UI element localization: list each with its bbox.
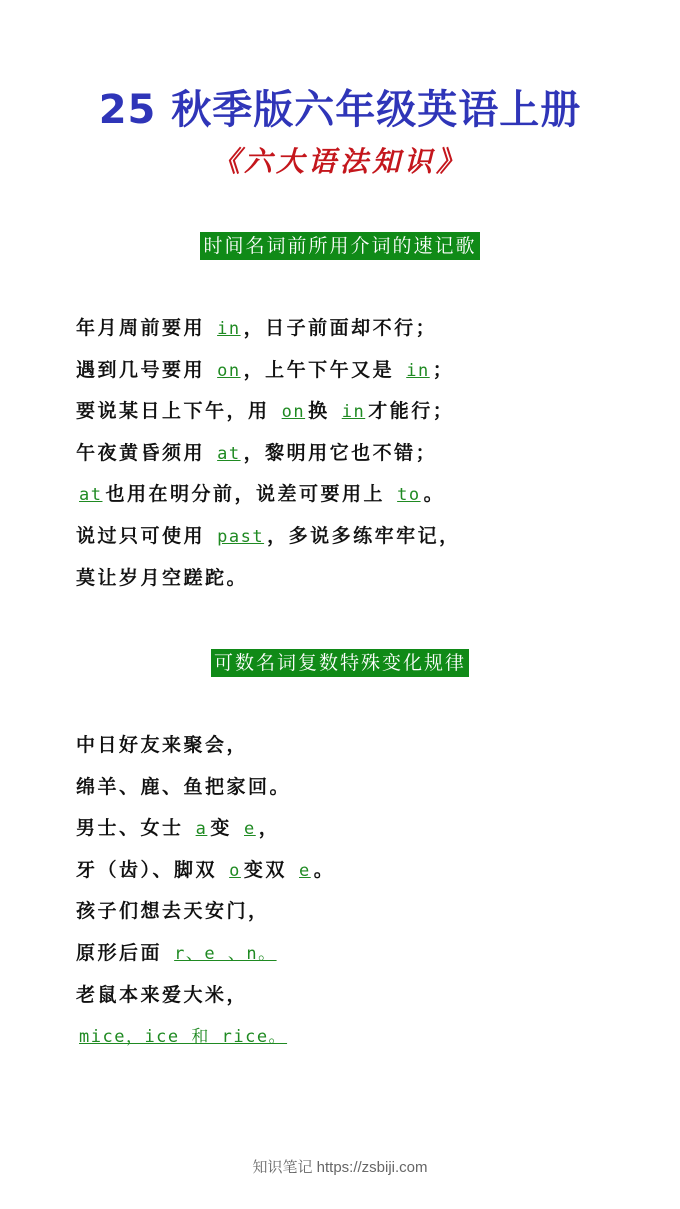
keyword-highlight: at xyxy=(217,443,241,464)
keyword-highlight: e xyxy=(244,819,256,840)
keyword-highlight: mice，ice 和 rice。 xyxy=(79,1027,288,1048)
section-heading-label: 时间名词前所用介词的速记歌 xyxy=(200,232,479,260)
page-title: 25 秋季版六年级英语上册 xyxy=(98,87,582,133)
rhyme-line xyxy=(76,438,636,480)
line-text: 遇到几号要用 xyxy=(76,358,215,381)
keyword-highlight: in xyxy=(406,360,430,381)
keyword-highlight: r、e 、n。 xyxy=(174,943,277,964)
rhyme-line xyxy=(76,396,636,438)
page-subtitle: 《六大语法知识》 xyxy=(211,145,468,178)
keyword-highlight: at xyxy=(79,485,103,506)
line-text: 孩子们想去天安门， xyxy=(76,900,270,923)
footer-watermark: 知识笔记 https://zsbiji.com xyxy=(252,1159,428,1176)
keyword-highlight: o xyxy=(229,860,241,881)
line-text: 要说某日上下午，用 xyxy=(76,400,279,423)
line-text: 才能行； xyxy=(368,400,455,423)
line-text: 。 xyxy=(423,483,446,506)
keyword-highlight: to xyxy=(397,485,421,506)
line-text: 午夜黄昏须用 xyxy=(76,441,215,464)
section-heading-plurals xyxy=(0,649,680,677)
plurals-rhyme xyxy=(76,730,636,1063)
rhyme-line xyxy=(76,980,636,1022)
rhyme-line xyxy=(76,521,636,563)
line-text: 说过只可使用 xyxy=(76,524,215,547)
rhyme-line xyxy=(76,563,636,605)
rhyme-line xyxy=(76,479,636,521)
line-text: 变 xyxy=(210,817,241,840)
keyword-highlight: past xyxy=(217,526,265,547)
line-text: ，多说多练牢牢记， xyxy=(267,524,461,547)
rhyme-line xyxy=(76,938,636,980)
line-text: 换 xyxy=(308,400,339,423)
keyword-highlight: on xyxy=(281,402,306,423)
section-heading-label: 可数名词复数特殊变化规律 xyxy=(211,649,469,677)
line-text: 绵羊、鹿、鱼把家回。 xyxy=(76,775,292,798)
line-text: 年月周前要用 xyxy=(76,317,215,339)
rhyme-line xyxy=(76,855,636,897)
rhyme-line xyxy=(76,896,636,938)
line-text: ，黎明用它也不错； xyxy=(243,441,438,464)
line-text: 男士、女士 xyxy=(76,817,193,840)
keyword-highlight: in xyxy=(217,319,241,339)
line-text: 也用在明分前，说差可要用上 xyxy=(105,483,395,506)
line-text: ，日子前面却不行； xyxy=(243,317,438,339)
line-text: 莫让岁月空蹉跎。 xyxy=(76,566,249,589)
rhyme-line xyxy=(76,730,636,772)
line-text: ； xyxy=(432,358,455,381)
line-text: 中日好友来聚会， xyxy=(76,734,249,756)
rhyme-line xyxy=(76,772,636,814)
section-heading-prepositions xyxy=(0,232,680,260)
line-text: 变双 xyxy=(243,858,296,881)
keyword-highlight: a xyxy=(195,819,208,840)
line-text: 牙（齿）、脚双 xyxy=(76,858,227,881)
keyword-highlight: in xyxy=(341,402,366,423)
keyword-highlight: on xyxy=(217,360,241,381)
line-text: ， xyxy=(258,817,281,840)
rhyme-line xyxy=(76,355,636,397)
line-text: ，上午下午又是 xyxy=(243,358,404,381)
line-text: 老鼠本来爱大米， xyxy=(76,983,249,1006)
line-text: 。 xyxy=(313,858,336,881)
line-text: 原形后面 xyxy=(76,941,172,964)
rhyme-line xyxy=(76,1021,636,1063)
prepositions-rhyme xyxy=(76,313,636,604)
keyword-highlight: e xyxy=(299,860,311,881)
rhyme-line xyxy=(76,813,636,855)
rhyme-line xyxy=(76,313,636,355)
